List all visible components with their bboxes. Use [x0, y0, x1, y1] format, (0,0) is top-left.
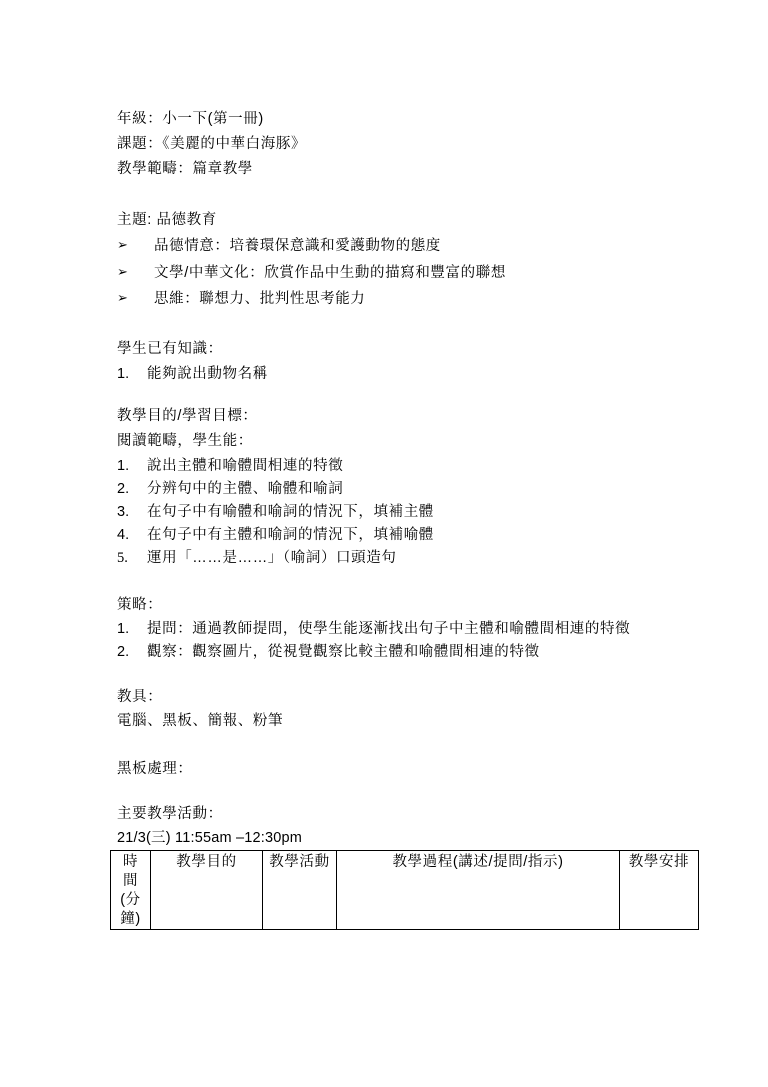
theme-title: 主題: 品德教育 [117, 212, 217, 228]
grade-line: 年級：小一下(第一冊) [117, 111, 264, 127]
lesson-plan-table [110, 850, 699, 930]
arrow-bullet-icon: ➢ [117, 291, 128, 306]
header-process: 教學過程(講述/提問/指示) [337, 851, 620, 930]
activities-datetime: 21/3(三) 11:55am –12:30pm [117, 830, 303, 846]
prior-knowledge-title: 學生已有知識： [117, 341, 223, 357]
header-objective: 教學目的 [151, 851, 263, 930]
scope-line: 教學範疇：篇章教學 [117, 161, 253, 177]
table-header-row [111, 851, 699, 930]
arrow-bullet-icon: ➢ [117, 265, 128, 280]
objectives-title: 教學目的/學習目標： [117, 408, 258, 424]
aids-title: 教具： [117, 689, 163, 705]
board-title: 黑板處理： [117, 761, 193, 777]
header-arrangement: 教學安排 [620, 851, 699, 930]
header-time: 時間(分鐘) [111, 851, 151, 930]
topic-line: 課題：《美麗的中華白海豚》 [117, 136, 307, 152]
activities-title: 主要教學活動： [117, 806, 223, 822]
strategy-title: 策略： [117, 597, 163, 613]
header-activity: 教學活動 [263, 851, 337, 930]
arrow-bullet-icon: ➢ [117, 238, 128, 253]
objectives-subtitle: 閱讀範疇，學生能： [117, 433, 253, 449]
document-page: 年級：小一下(第一冊) 課題：《美麗的中華白海豚》 教學範疇：篇章教學 主題: 品德教育 ➢ 品德情意：培養環保意識和愛護動物的態度 ➢ 文學/中華文化：欣賞作品中生動的描寫和豐富的聯想 ➢ 思維：聯想力、批判性思考能力 學生已有知識： 1. 能夠說出動物名稱 教學目的/學習目標： 閱讀範疇，學生能： 1. 說出主體和喻體間相連的特徵 2. 分辨句中的主體、喻體和喻詞 3. 在句子中有喻體和喻詞的情況下，填補主體 4. 在句子中有主體和喻詞的情況下，填補喻體 5. 運用「……是……」（喻詞）口頭造句 策略： 1. 提問：通過教師提問，使學生能逐漸找出句子中主體和喻體間相連的特徵 2. 觀察：觀察圖片，從視覺觀察比較主體和喻體間相連的特徵 教具： 電腦、黑板、簡報、粉筆 黑板處理： 主要教學活動： 21/3(三) 11:55am –12:30pm 時間(分鐘) 教學目的 教學活動 教學過程(講述/提問/指示) 教學安排 [0, 0, 768, 1087]
aids-content: 電腦、黑板、簡報、粉筆 [117, 713, 284, 729]
